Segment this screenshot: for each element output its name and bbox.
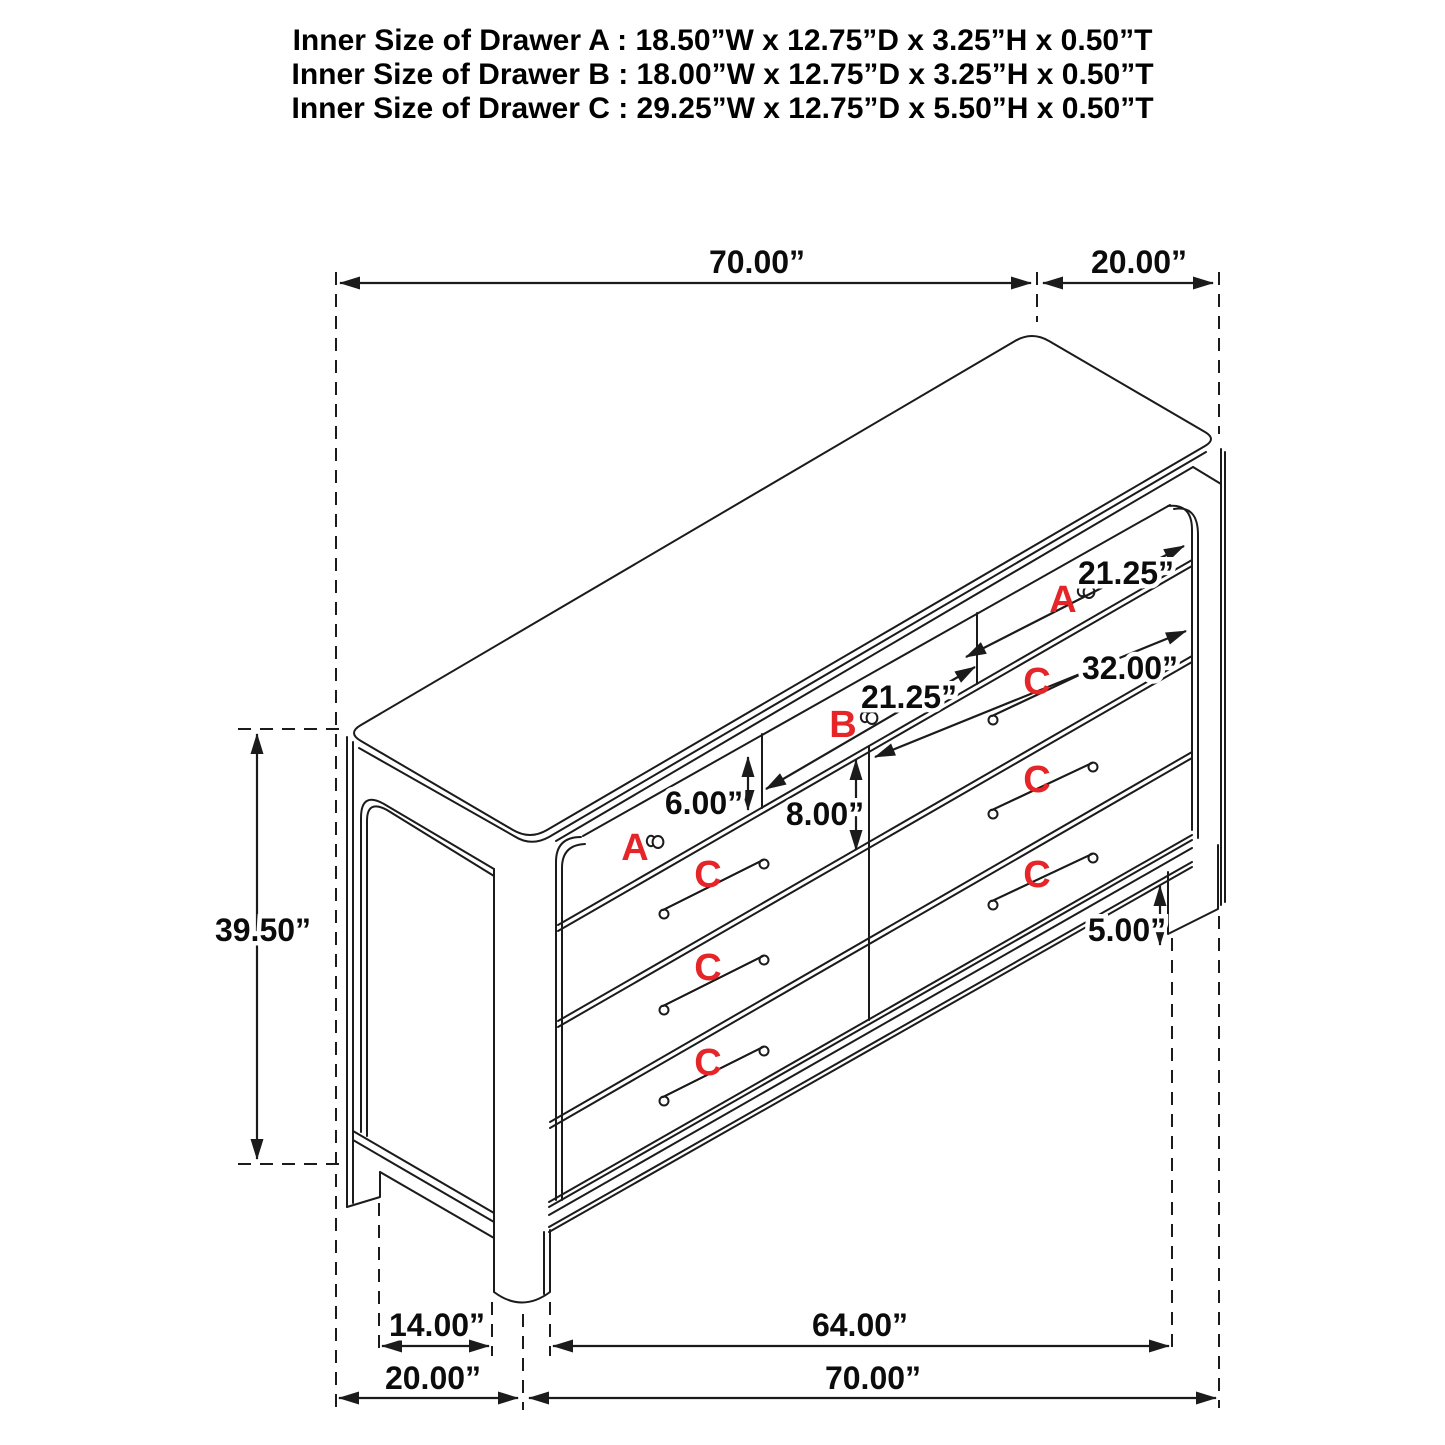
dim-base-depth-label: 20.00” <box>384 1360 482 1396</box>
dim-clearance-label: 5.00” <box>1087 912 1167 948</box>
dim-leg-inset-label: 14.00” <box>388 1307 486 1343</box>
drawer-label-c1-right: C <box>1023 661 1051 703</box>
drawer-label-c2-left: C <box>694 947 722 989</box>
dim-c-height-label: 8.00” <box>785 796 865 832</box>
dim-base-width-label: 70.00” <box>824 1360 922 1396</box>
drawer-knob-a-left <box>647 836 664 848</box>
drawer-label-c1-left: C <box>694 854 722 896</box>
dim-drawer-b-label: 21.25” <box>860 679 958 715</box>
drawer-label-c3-right: C <box>1023 854 1051 896</box>
dim-inner-width-label: 64.00” <box>811 1307 909 1343</box>
dim-drawer-a-label: 21.25” <box>1077 555 1175 591</box>
dim-top-width-label: 70.00” <box>708 244 806 280</box>
drawer-label-c3-left: C <box>694 1042 722 1084</box>
dim-small-height-label: 6.00” <box>664 785 744 821</box>
drawer-b-inner-size: Inner Size of Drawer B : 18.00”W x 12.75”D x 3.25”H x 0.50”T <box>291 58 1154 91</box>
drawer-label-a-left: A <box>621 827 649 869</box>
drawer-c-inner-size: Inner Size of Drawer C : 29.25”W x 12.75”D x 5.50”H x 0.50”T <box>291 92 1154 125</box>
dim-drawer-c-label: 32.00” <box>1081 650 1179 686</box>
drawer-label-b: B <box>829 704 857 746</box>
drawer-label-c2-right: C <box>1023 759 1051 801</box>
drawer-label-a-right: A <box>1049 579 1077 621</box>
dim-height-label: 39.50” <box>214 912 312 948</box>
dim-top-depth-label: 20.00” <box>1090 244 1188 280</box>
drawer-a-inner-size: Inner Size of Drawer A : 18.50”W x 12.75”D x 3.25”H x 0.50”T <box>292 24 1153 57</box>
